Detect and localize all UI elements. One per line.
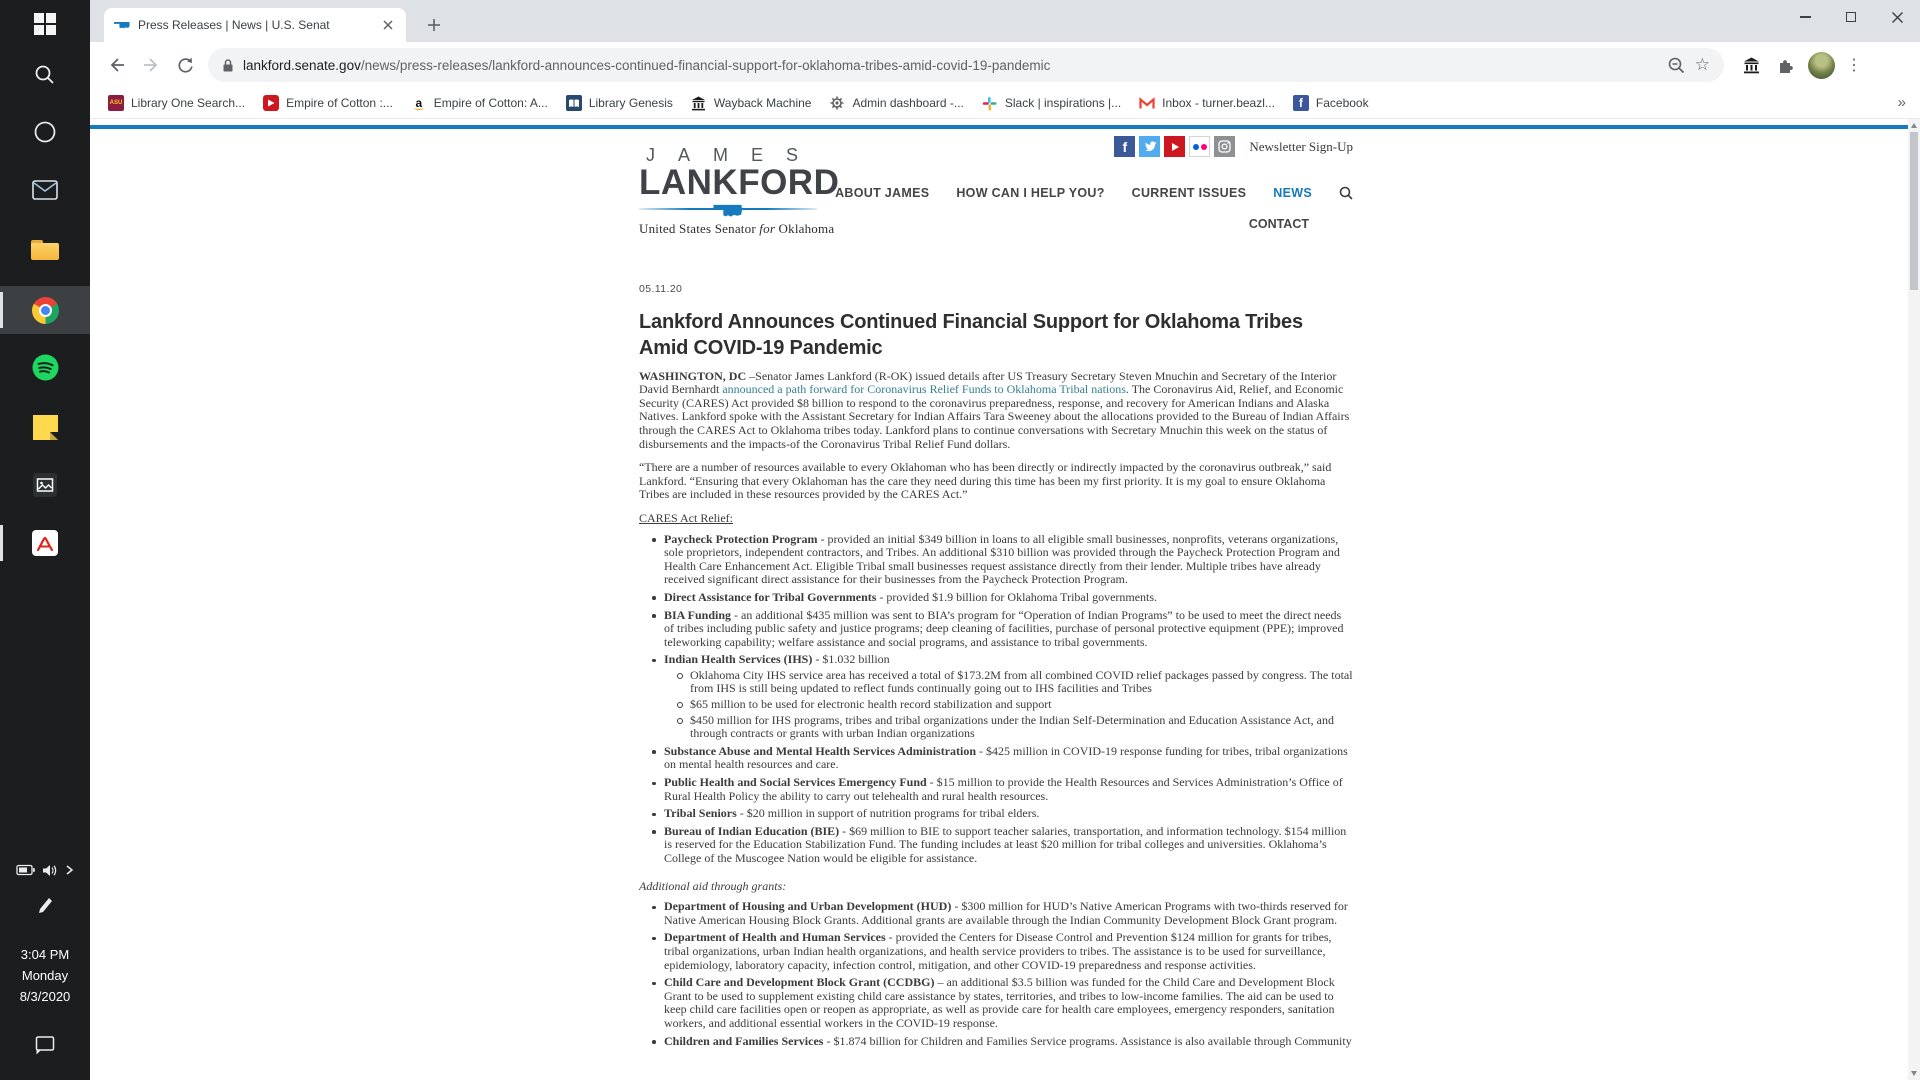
- article-paragraph-1: WASHINGTON, DC –Senator James Lankford (R-OK) issued details after US Treasury Secretary Steven Mnuchin and Secretary of the Interior David Bernhardt announced a path forward for Coronavirus Relief Funds to Oklahoma Tribal nations. The Coronavirus Aid, Relief, and Economic Security (CARES) Act provided $8 billion to respond to the coronavirus preparedness, response, and recovery for American Indians and Alaska Natives. Lankford spoke with the Assistant Secretary for Indian Affairs Tara Sweeney about the allocations provided to the Bureau of Indian Affairs through the CARES Act to Oklahoma tribes today. Lankford plans to continue conversations with Secretary Mnuchin this week on the status of disbursements and the impacts-of the Coronavirus Tribal Relief Fund dollars.: [639, 368, 1350, 451]
- cares-list-item: BIA Funding - an additional $435 million was sent to BIA’s program for “Operation of Indian Programs” to be used to meet the direct needs of tribes including public safety and justice programs; deep cleaning of facilities, purchase of personal protective equipment (PPE); improved teleworking capability; welfare assistance and social programs, and assistance to tribal governments.: [664, 609, 1353, 650]
- scrollbar-thumb[interactable]: [1910, 132, 1918, 290]
- logo-tagline: United States Senator for Oklahoma: [639, 221, 835, 236]
- battery-icon[interactable]: [16, 864, 35, 876]
- asu-icon: [108, 95, 124, 111]
- tab-strip: [90, 0, 1920, 42]
- windows-ink-button[interactable]: [0, 892, 90, 918]
- file-explorer-button[interactable]: [0, 226, 90, 274]
- clock-time: 3:04 PM: [20, 947, 70, 962]
- chrome-taskbar-button[interactable]: [0, 286, 90, 334]
- ihs-sublist: [664, 669, 1353, 741]
- taskbar-clock[interactable]: [0, 944, 90, 1007]
- grants-intro: Additional aid through grants:: [639, 878, 787, 893]
- close-button[interactable]: [1874, 0, 1920, 34]
- site-nav: [835, 186, 1353, 200]
- grants-list-item: Child Care and Development Block Grant (CCDBG) – an additional $3.5 billion was funded for the Child Care and Development Block Grant to be used to supplement existing child care assistance by states, territories, and tribes to low-income families. The aid can be used to keep child care facilities open or reopen as appropriate, as well as provide care for health care employees, emergency responders, sanitation workers, and additional essential workers in the COVID-19 response.: [664, 976, 1353, 1030]
- web-page: [90, 119, 1920, 1080]
- cares-list-item: Substance Abuse and Mental Health Services Administration - $425 million in COVID-19 response funding for tribes, tribal organizations on mental health resources and care.: [664, 745, 1353, 772]
- youtube-icon: [263, 95, 279, 111]
- bookmark-empire-of-cotton-amazon[interactable]: a Empire of Cotton: A...: [403, 92, 556, 114]
- page-scrollbar[interactable]: [1908, 119, 1920, 1080]
- nav-current-issues[interactable]: CURRENT ISSUES: [1131, 186, 1247, 200]
- social-links: [1114, 136, 1353, 157]
- flickr-icon[interactable]: [1189, 136, 1210, 157]
- browser-window: [90, 0, 1920, 1080]
- start-button[interactable]: [0, 0, 90, 48]
- scrollbar-down-arrow[interactable]: [1911, 1071, 1917, 1076]
- photos-app-button[interactable]: [0, 461, 90, 509]
- back-arrow-icon: [107, 55, 127, 75]
- ihs-sublist-item: Oklahoma City IHS service area has received a total of $173.2M from all combined COVID relief packages passed by congress. The total from IHS is still being updated to reflect funds continually going out to IHS facilities and Tribes: [690, 667, 1353, 696]
- mail-app-button[interactable]: [0, 166, 90, 214]
- address-bar[interactable]: [208, 48, 1724, 82]
- back-button[interactable]: [100, 48, 134, 82]
- logo-james-text: JAMES: [646, 145, 822, 165]
- chrome-icon: [32, 297, 59, 324]
- facebook-icon[interactable]: [1114, 136, 1135, 157]
- ihs-sublist-item: $65 million to be used for electronic health record stabilization and support: [690, 698, 1353, 712]
- puzzle-icon: [1776, 56, 1794, 74]
- hidden-icons-chevron[interactable]: [65, 864, 74, 876]
- minimize-button[interactable]: [1782, 0, 1828, 34]
- system-tray: [0, 858, 90, 882]
- url-domain: lankford.senate.gov: [243, 57, 361, 73]
- bookmark-facebook[interactable]: f Facebook: [1285, 92, 1377, 114]
- cortana-button[interactable]: [0, 108, 90, 156]
- profile-avatar[interactable]: [1808, 52, 1835, 79]
- nav-contact[interactable]: CONTACT: [1248, 217, 1309, 231]
- toolbar-extensions: [1734, 48, 1867, 82]
- sticky-notes-icon: [33, 415, 58, 440]
- bookmark-library-genesis[interactable]: Library Genesis: [558, 92, 681, 114]
- cares-list-item: Paycheck Protection Program - provided an initial $349 billion in loans to all eligible small businesses, nonprofits, veterans organizations, sole proprietors, independent contractors, and Tribes. An additional $310 billion was provided through the Paycheck Protection Program and Health Care Enhancement Act. Eligible Tribal small businesses request assistance directly from their lender. Multiple tribes have already received significant direct assistance for their businesses from the Paycheck Protection Program.: [664, 533, 1353, 587]
- search-icon: [33, 63, 57, 87]
- article-quote: “There are a number of resources available to every Oklahoman who has been directly or indirectly impacted by the coronavirus outbreak,” said Lankford. “Ensuring that every Oklahoman has the care they need during this time has been my first priority. It is my goal to ensure Oklahoma Tribes are included in these resources provided by the CARES Act.”: [639, 460, 1332, 502]
- newsletter-signup-link[interactable]: Newsletter Sign-Up: [1249, 138, 1353, 154]
- clock-date: 8/3/2020: [19, 989, 71, 1004]
- cares-list-item: Tribal Seniors - $20 million in support of nutrition programs for tribal elders.: [664, 807, 1353, 821]
- bookmark-gmail-inbox[interactable]: Inbox - turner.beazl...: [1131, 92, 1283, 114]
- cares-list-item: Indian Health Services (IHS) - $1.032 billion Oklahoma City IHS service area has received a total of $173.2M from all combined COVID relief packages passed by congress. The total from IHS is still being updated to reflect funds continually going out to IHS facilities and Tribes $65 million to be used for electronic health record stabilization and support $450 million for IHS programs, tribes and tribal organizations under the Indian Self-Determination and Education Assistance Act, and through contracts or grants with urban Indian organizations: [664, 652, 1353, 741]
- open-app-indicator: [0, 525, 3, 561]
- cares-act-relief-heading: CARES Act Relief:: [639, 510, 733, 525]
- window-controls: [1782, 0, 1920, 34]
- bookmarks-bar: [90, 88, 1920, 119]
- lock-icon: [222, 58, 234, 73]
- wayback-machine-icon: [691, 95, 707, 111]
- bookmark-slack[interactable]: Slack | inspirations |...: [974, 92, 1129, 114]
- grants-list: [639, 900, 1353, 1048]
- bookmark-library-one-search[interactable]: ASU Library One Search...: [100, 92, 253, 114]
- slack-icon: [982, 95, 998, 111]
- plus-icon: [427, 18, 441, 32]
- grants-list-item: Department of Health and Human Services - provided the Centers for Disease Control and Prevention $124 million for grants for tribes, tribal organizations, urban Indian health organizations, and health service providers to tribes. The assistance is to be used for surveillance, epidemiology, laboratory capacity, infection control, mitigation, and other COVID-19 preparedness and response activities.: [664, 931, 1353, 972]
- tab-favicon-oklahoma: [114, 20, 130, 30]
- nav-news[interactable]: NEWS: [1273, 186, 1312, 200]
- cortana-icon: [32, 119, 58, 145]
- minimize-icon: [1800, 16, 1811, 17]
- volume-icon[interactable]: [42, 864, 58, 877]
- action-center-button[interactable]: [0, 1030, 90, 1060]
- extensions-button[interactable]: [1768, 48, 1802, 82]
- browser-tab[interactable]: [104, 8, 406, 42]
- reload-icon: [176, 56, 194, 74]
- tab-close-icon[interactable]: [380, 17, 396, 33]
- article-link[interactable]: announced a path forward for Coronavirus Relief Funds to Oklahoma Tribal nations: [722, 382, 1126, 397]
- logo-lankford-text: LANKFORD: [639, 163, 840, 202]
- cares-list-item: Direct Assistance for Tribal Governments - provided $1.9 billion for Oklahoma Tribal governments.: [664, 591, 1353, 605]
- press-release-article: [639, 283, 1353, 1048]
- browser-toolbar: [90, 42, 1920, 88]
- bookmark-admin-dashboard[interactable]: Admin dashboard -...: [821, 92, 971, 114]
- instagram-icon[interactable]: [1214, 136, 1235, 157]
- bookmark-wayback-machine[interactable]: Wayback Machine: [683, 92, 820, 114]
- twitter-icon[interactable]: [1139, 136, 1160, 157]
- forward-button[interactable]: [134, 48, 168, 82]
- taskbar-search-button[interactable]: [0, 51, 90, 99]
- photos-icon: [32, 472, 58, 498]
- gmail-icon: [1139, 95, 1155, 111]
- grants-list-item: Children and Families Services - $1.874 billion for Children and Families Service programs. Assistance is also available through Community: [664, 1033, 1352, 1048]
- windows-logo-icon: [34, 13, 56, 35]
- file-explorer-icon: [31, 240, 59, 260]
- ihs-sublist-item: $450 million for IHS programs, tribes and tribal organizations under the Indian Self-Determination and Education Assistance Act, and through contracts or grants with urban Indian organizations: [690, 714, 1353, 741]
- browser-menu-kebab-icon[interactable]: [1841, 55, 1867, 75]
- oklahoma-shape-icon: [711, 202, 745, 219]
- youtube-icon[interactable]: [1164, 136, 1185, 157]
- spotify-icon: [32, 354, 59, 381]
- bookmarks-overflow-chevron[interactable]: [1898, 94, 1910, 112]
- nav-about-james[interactable]: ABOUT JAMES: [835, 186, 930, 200]
- logo-divider: [639, 201, 817, 218]
- maximize-button[interactable]: [1828, 0, 1874, 34]
- bookmark-star-icon[interactable]: [1695, 55, 1710, 75]
- article-date: 05.11.20: [639, 283, 683, 295]
- active-app-indicator: [0, 292, 3, 328]
- action-center-icon: [33, 1034, 57, 1056]
- tab-title: Press Releases | News | U.S. Senat: [138, 18, 330, 32]
- grants-list-item: Department of Housing and Urban Development (HUD) - $300 million for HUD’s Native American Programs with two-thirds reserved for Native American Housing Block Grants. Additional grants are available through the Indian Community Development Block Grant program.: [664, 900, 1353, 927]
- sticky-notes-button[interactable]: [0, 403, 90, 451]
- url-path: /news/press-releases/lankford-announces-continued-financial-support-for-oklahoma-tribes-amid-covid-19-pandemic: [360, 57, 1051, 73]
- forward-arrow-icon: [141, 55, 161, 75]
- bookmark-empire-of-cotton-yt[interactable]: Empire of Cotton :...: [255, 92, 401, 114]
- facebook-icon: [1293, 95, 1309, 111]
- url-text[interactable]: [243, 58, 1658, 73]
- cares-list-item: Public Health and Social Services Emergency Fund - $15 million to provide the Health Resources and Services Administration’s Office of Rural Health Policy the ability to carry out telehealth and rural health resources.: [664, 776, 1353, 803]
- article-title: Lankford Announces Continued Financial Support for Oklahoma Tribes Amid COVID-19 Pandemic: [639, 310, 1303, 359]
- nav-how-can-i-help[interactable]: HOW CAN I HELP YOU?: [956, 186, 1105, 200]
- windows-taskbar: [0, 0, 90, 1080]
- acrobat-reader-button[interactable]: [0, 519, 90, 567]
- cares-list: [639, 533, 1353, 866]
- wayback-machine-icon: [1743, 57, 1760, 74]
- site-search-icon[interactable]: [1339, 186, 1353, 200]
- acrobat-reader-icon: [32, 530, 58, 556]
- spotify-button[interactable]: [0, 343, 90, 391]
- site-logo[interactable]: [639, 146, 839, 237]
- mail-icon: [32, 180, 58, 200]
- cares-list-item: Bureau of Indian Education (BIE) - $69 million to BIE to support teacher salaries, transportation, and information technology. $154 million is reserved for the Education Stabilization Fund. The funding includes at least $20 million for tribal colleges and universities. Oklahoma’s College of the Muscogee Nation would be eligible for assistance.: [664, 825, 1353, 866]
- pen-icon: [35, 895, 55, 915]
- new-tab-button[interactable]: [420, 11, 448, 39]
- maximize-icon: [1846, 12, 1856, 22]
- zoom-out-icon[interactable]: [1667, 56, 1686, 75]
- close-icon: [1891, 11, 1904, 24]
- gear-icon: [829, 95, 845, 111]
- wayback-extension-button[interactable]: [1734, 48, 1768, 82]
- scrollbar-up-arrow[interactable]: [1911, 123, 1917, 128]
- library-genesis-icon: [566, 95, 582, 111]
- amazon-icon: [411, 95, 427, 111]
- clock-day: Monday: [21, 968, 69, 983]
- reload-button[interactable]: [168, 48, 202, 82]
